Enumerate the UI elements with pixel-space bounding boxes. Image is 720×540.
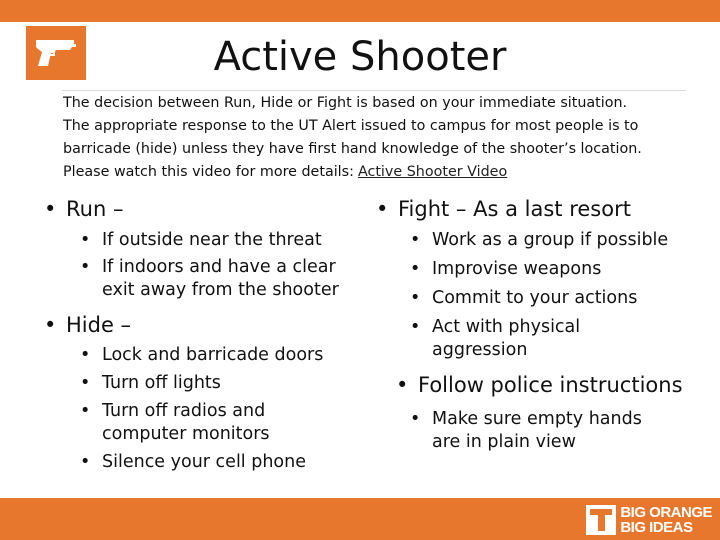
- page-title: Active Shooter: [213, 34, 507, 80]
- list-item: • Commit to your actions: [410, 288, 638, 308]
- active-shooter-video-link[interactable]: Active Shooter Video: [357, 164, 508, 180]
- list-item: • If indoors and have a clear exit away from the shooter: [80, 257, 339, 300]
- list-item: • Act with physical aggression: [410, 317, 581, 360]
- intro-paragraph: [63, 92, 693, 184]
- top-accent-bar: [0, 0, 720, 22]
- police-list: [410, 408, 660, 454]
- list-item: • If outside near the threat: [80, 230, 322, 250]
- list-item: • Turn off lights: [80, 373, 221, 393]
- hide-heading: • Hide –: [44, 313, 132, 337]
- power-t-icon: [586, 505, 616, 535]
- intro-line: The appropriate response to the UT Alert issued to campus for most people is to: [63, 118, 639, 134]
- brand-line-2: BIG IDEAS: [620, 519, 693, 536]
- hide-list: [80, 344, 350, 474]
- list-item: • Lock and barricade doors: [80, 345, 324, 365]
- brand-line-1: BIG ORANGE: [620, 504, 712, 521]
- big-orange-big-ideas-logo: [586, 503, 712, 537]
- title-divider: [62, 90, 686, 91]
- list-item: • Turn off radios and computer monitors: [80, 401, 270, 444]
- list-item: • Improvise weapons: [410, 259, 602, 279]
- fight-list: [410, 229, 690, 362]
- list-item: • Silence your cell phone: [80, 452, 306, 472]
- list-item: • Work as a group if possible: [410, 230, 669, 250]
- intro-line: Please watch this video for more details: Active Shooter Video: [63, 164, 508, 180]
- fight-heading: • Fight – As a last resort: [376, 197, 631, 221]
- run-list: [80, 229, 360, 302]
- intro-line: The decision between Run, Hide or Fight is based on your immediate situation.: [63, 95, 628, 111]
- run-heading: • Run –: [44, 197, 124, 221]
- police-heading: • Follow police instructions: [396, 373, 683, 397]
- list-item: • Make sure empty hands are in plain view: [410, 409, 642, 452]
- intro-line: barricade (hide) unless they have first hand knowledge of the shooter’s location.: [63, 141, 642, 157]
